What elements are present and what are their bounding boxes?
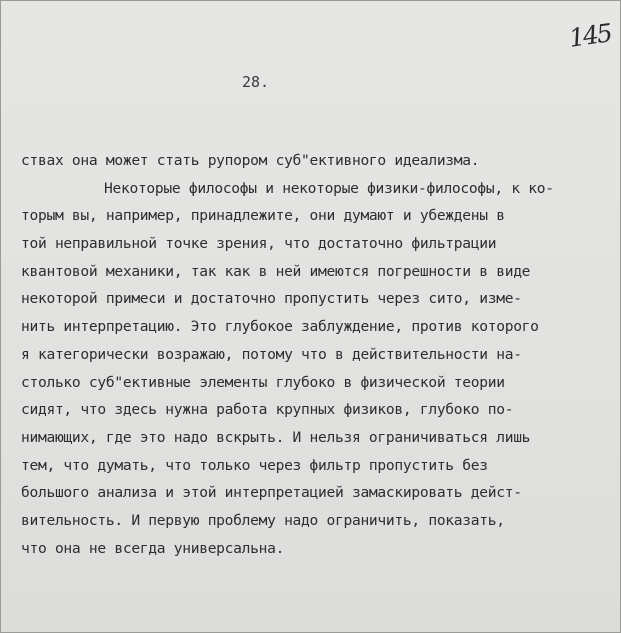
text-line: квантовой механики, так как в ней имеются погрешности в виде (21, 262, 531, 280)
text-line: сидят, что здесь нужна работа крупных физиков, глубоко по- (21, 401, 514, 419)
text-line: нить интерпретацию. Это глубокое заблуждение, против которого (21, 318, 539, 336)
page-number: 28. (242, 73, 270, 91)
text-line: большого анализа и этой интерпретацией замаскировать дейст- (21, 484, 522, 502)
text-line: ствах она может стать рупором суб"ективного идеализма. (21, 152, 480, 169)
text-line: той неправильной точке зрения, что достаточно фильтрации (21, 235, 497, 253)
text-line: я категорически возражаю, потому что в действительности на- (21, 345, 522, 363)
text-line: некоторой примеси и достаточно пропустить через сито, изме- (21, 290, 522, 308)
text-line: тем, что думать, что только через фильтр пропустить без (21, 456, 488, 474)
text-line: нимающих, где это надо вскрыть. И нельзя ограничиваться лишь (21, 428, 531, 446)
text-line: вительность. И первую проблему надо ограничить, показать, (21, 511, 505, 529)
text-line: торым вы, например, принадлежите, они думают и убеждены в (21, 207, 505, 225)
text-line: Некоторые философы и некоторые физики-философы, к ко- (104, 179, 554, 197)
body-text (21, 147, 611, 562)
text-line: столько суб"ективные элементы глубоко в физической теории (21, 373, 505, 391)
text-line: что она не всегда универсальна. (21, 539, 285, 557)
handwritten-archive-number: 145 (567, 18, 613, 53)
